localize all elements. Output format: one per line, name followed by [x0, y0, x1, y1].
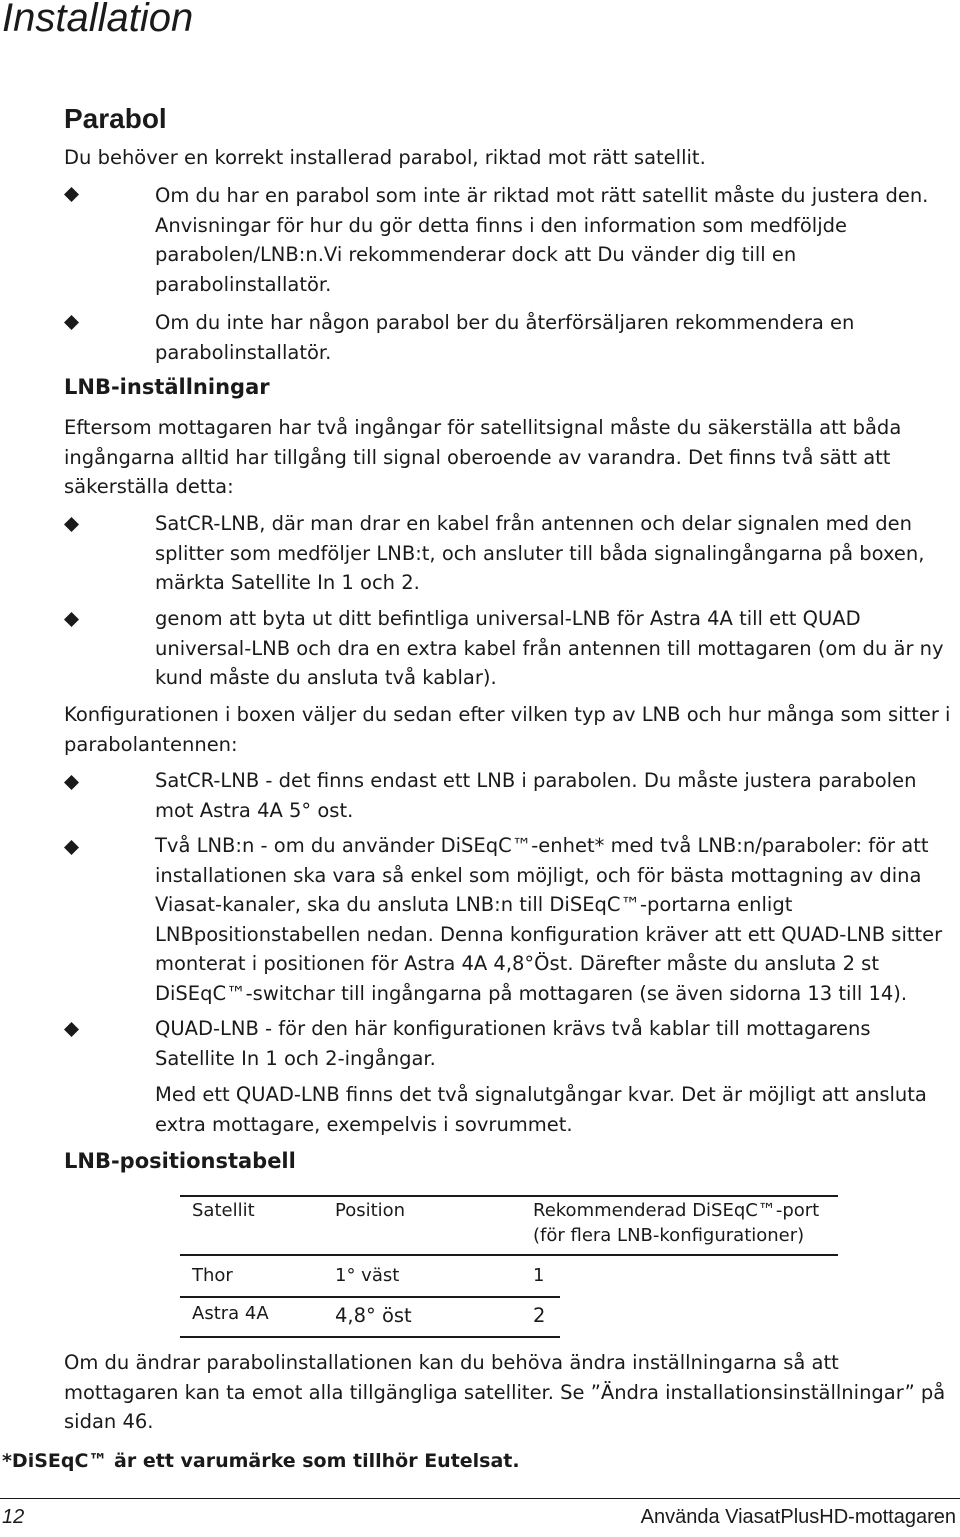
diamond-bullet-icon [64, 1022, 79, 1037]
table-header-port-note: (för flera LNB-konfigurationer) [533, 1225, 805, 1246]
footer-section-title: Använda ViasatPlusHD-mottagaren [640, 1506, 956, 1528]
config-bullet-satcr: SatCR-LNB - det finns endast ett LNB i parabolen. Du måste justera parabolen mot Astra 4A 5° ost. [155, 769, 917, 822]
table-header-satellite: Satellit [192, 1200, 255, 1221]
config-intro: Konfigurationen i boxen väljer du sedan efter vilken typ av LNB och hur många som sitter i parabolantennen: [64, 703, 951, 756]
page-title: Installation [2, 0, 194, 40]
closing-paragraph: Om du ändrar parabolinstallationen kan du behöva ändra inställningarna så att mottagaren kan ta emot alla tillgängliga satelliter. Se ”Ändra installationsinställningar” på sidan 46. [64, 1351, 946, 1433]
config-bullet-two-lnb: Två LNB:n - om du använder DiSEqC™-enhet* med två LNB:n/paraboler: för att installationen ska vara så enkel som möjligt, och för bästa mottagning av dina Viasat-kanaler, ska du ansluta LNB:n till DiSEqC™-portarna enligt LNBpositionstabellen nedan. Denna konfiguration kräver att ett QUAD-LNB sitter monterat i positionen för Astra 4A 4,8°Öst. Därefter måste du ansluta 2 st DiSEqC™-switchar till ingångarna på mottagaren (se även sidorna 13 till 14). [155, 834, 943, 1005]
lnb-settings-intro: Eftersom mottagaren har två ingångar för satellitsignal måste du säkerställa att båda ingångarna alltid har tillgång till signal oberoende av varandra. Det finns två sätt att säkerställa detta: [64, 416, 902, 498]
config-bullet-quad: QUAD-LNB - för den här konfigurationen krävs två kablar till mottagarens Satellite In 1 och 2-ingångar. [155, 1017, 871, 1070]
table-row-2-position: 4,8° öst [335, 1304, 412, 1327]
page-number: 12 [2, 1506, 25, 1528]
lnb-method-bullet-1: SatCR-LNB, där man drar en kabel från antennen och delar signalen med den splitter som medföljer LNB:t, och ansluter till båda signalingångarna på boxen, märkta Satellite In 1 och 2. [155, 512, 925, 594]
diamond-bullet-icon [64, 840, 79, 855]
config-note: Med ett QUAD-LNB finns det två signalutgångar kvar. Det är möjligt att ansluta extra mottagare, exempelvis i sovrummet. [155, 1083, 927, 1136]
section-heading-lnb-settings: LNB-inställningar [64, 375, 270, 399]
diamond-bullet-icon [64, 775, 79, 790]
table-rule-row [180, 1296, 560, 1298]
diamond-bullet-icon [64, 612, 79, 627]
table-rule-bottom [180, 1336, 560, 1338]
section-heading-parabol: Parabol [64, 103, 167, 134]
table-row-1-port: 1 [533, 1265, 545, 1286]
diamond-bullet-icon [64, 517, 79, 532]
table-row-2-satellite: Astra 4A [192, 1303, 269, 1324]
table-row-2-port: 2 [533, 1304, 546, 1327]
parabol-bullet-2: Om du inte har någon parabol ber du återförsäljaren rekommendera en parabolinstallatör. [155, 311, 855, 364]
table-rule-top [180, 1195, 838, 1197]
footnote: *DiSEqC™ är ett varumärke som tillhör Eutelsat. [2, 1450, 520, 1472]
diamond-bullet-icon [64, 187, 79, 202]
footer-divider [0, 1498, 960, 1499]
lnb-method-bullet-2: genom att byta ut ditt befintliga universal-LNB för Astra 4A till ett QUAD universal-LNB och dra en extra kabel från antennen till mottagaren (om du är ny kund måste du ansluta två kablar). [155, 607, 944, 689]
parabol-intro: Du behöver en korrekt installerad parabol, riktad mot rätt satellit. [64, 146, 706, 169]
diamond-bullet-icon [64, 315, 79, 330]
table-header-port: Rekommenderad DiSEqC™-port [533, 1200, 820, 1221]
table-header-position: Position [335, 1200, 406, 1221]
section-heading-position-table: LNB-positionstabell [64, 1149, 296, 1173]
parabol-bullet-1: Om du har en parabol som inte är riktad mot rätt satellit måste du justera den. Anvisningar för hur du gör detta finns i den information som medföljde parabolen/LNB:n.Vi rekommenderar dock att Du vänder dig till en parabolinstallatör. [155, 184, 929, 296]
table-row-1-position: 1° väst [335, 1265, 400, 1286]
table-rule-header [180, 1254, 838, 1256]
table-row-1-satellite: Thor [192, 1265, 233, 1286]
